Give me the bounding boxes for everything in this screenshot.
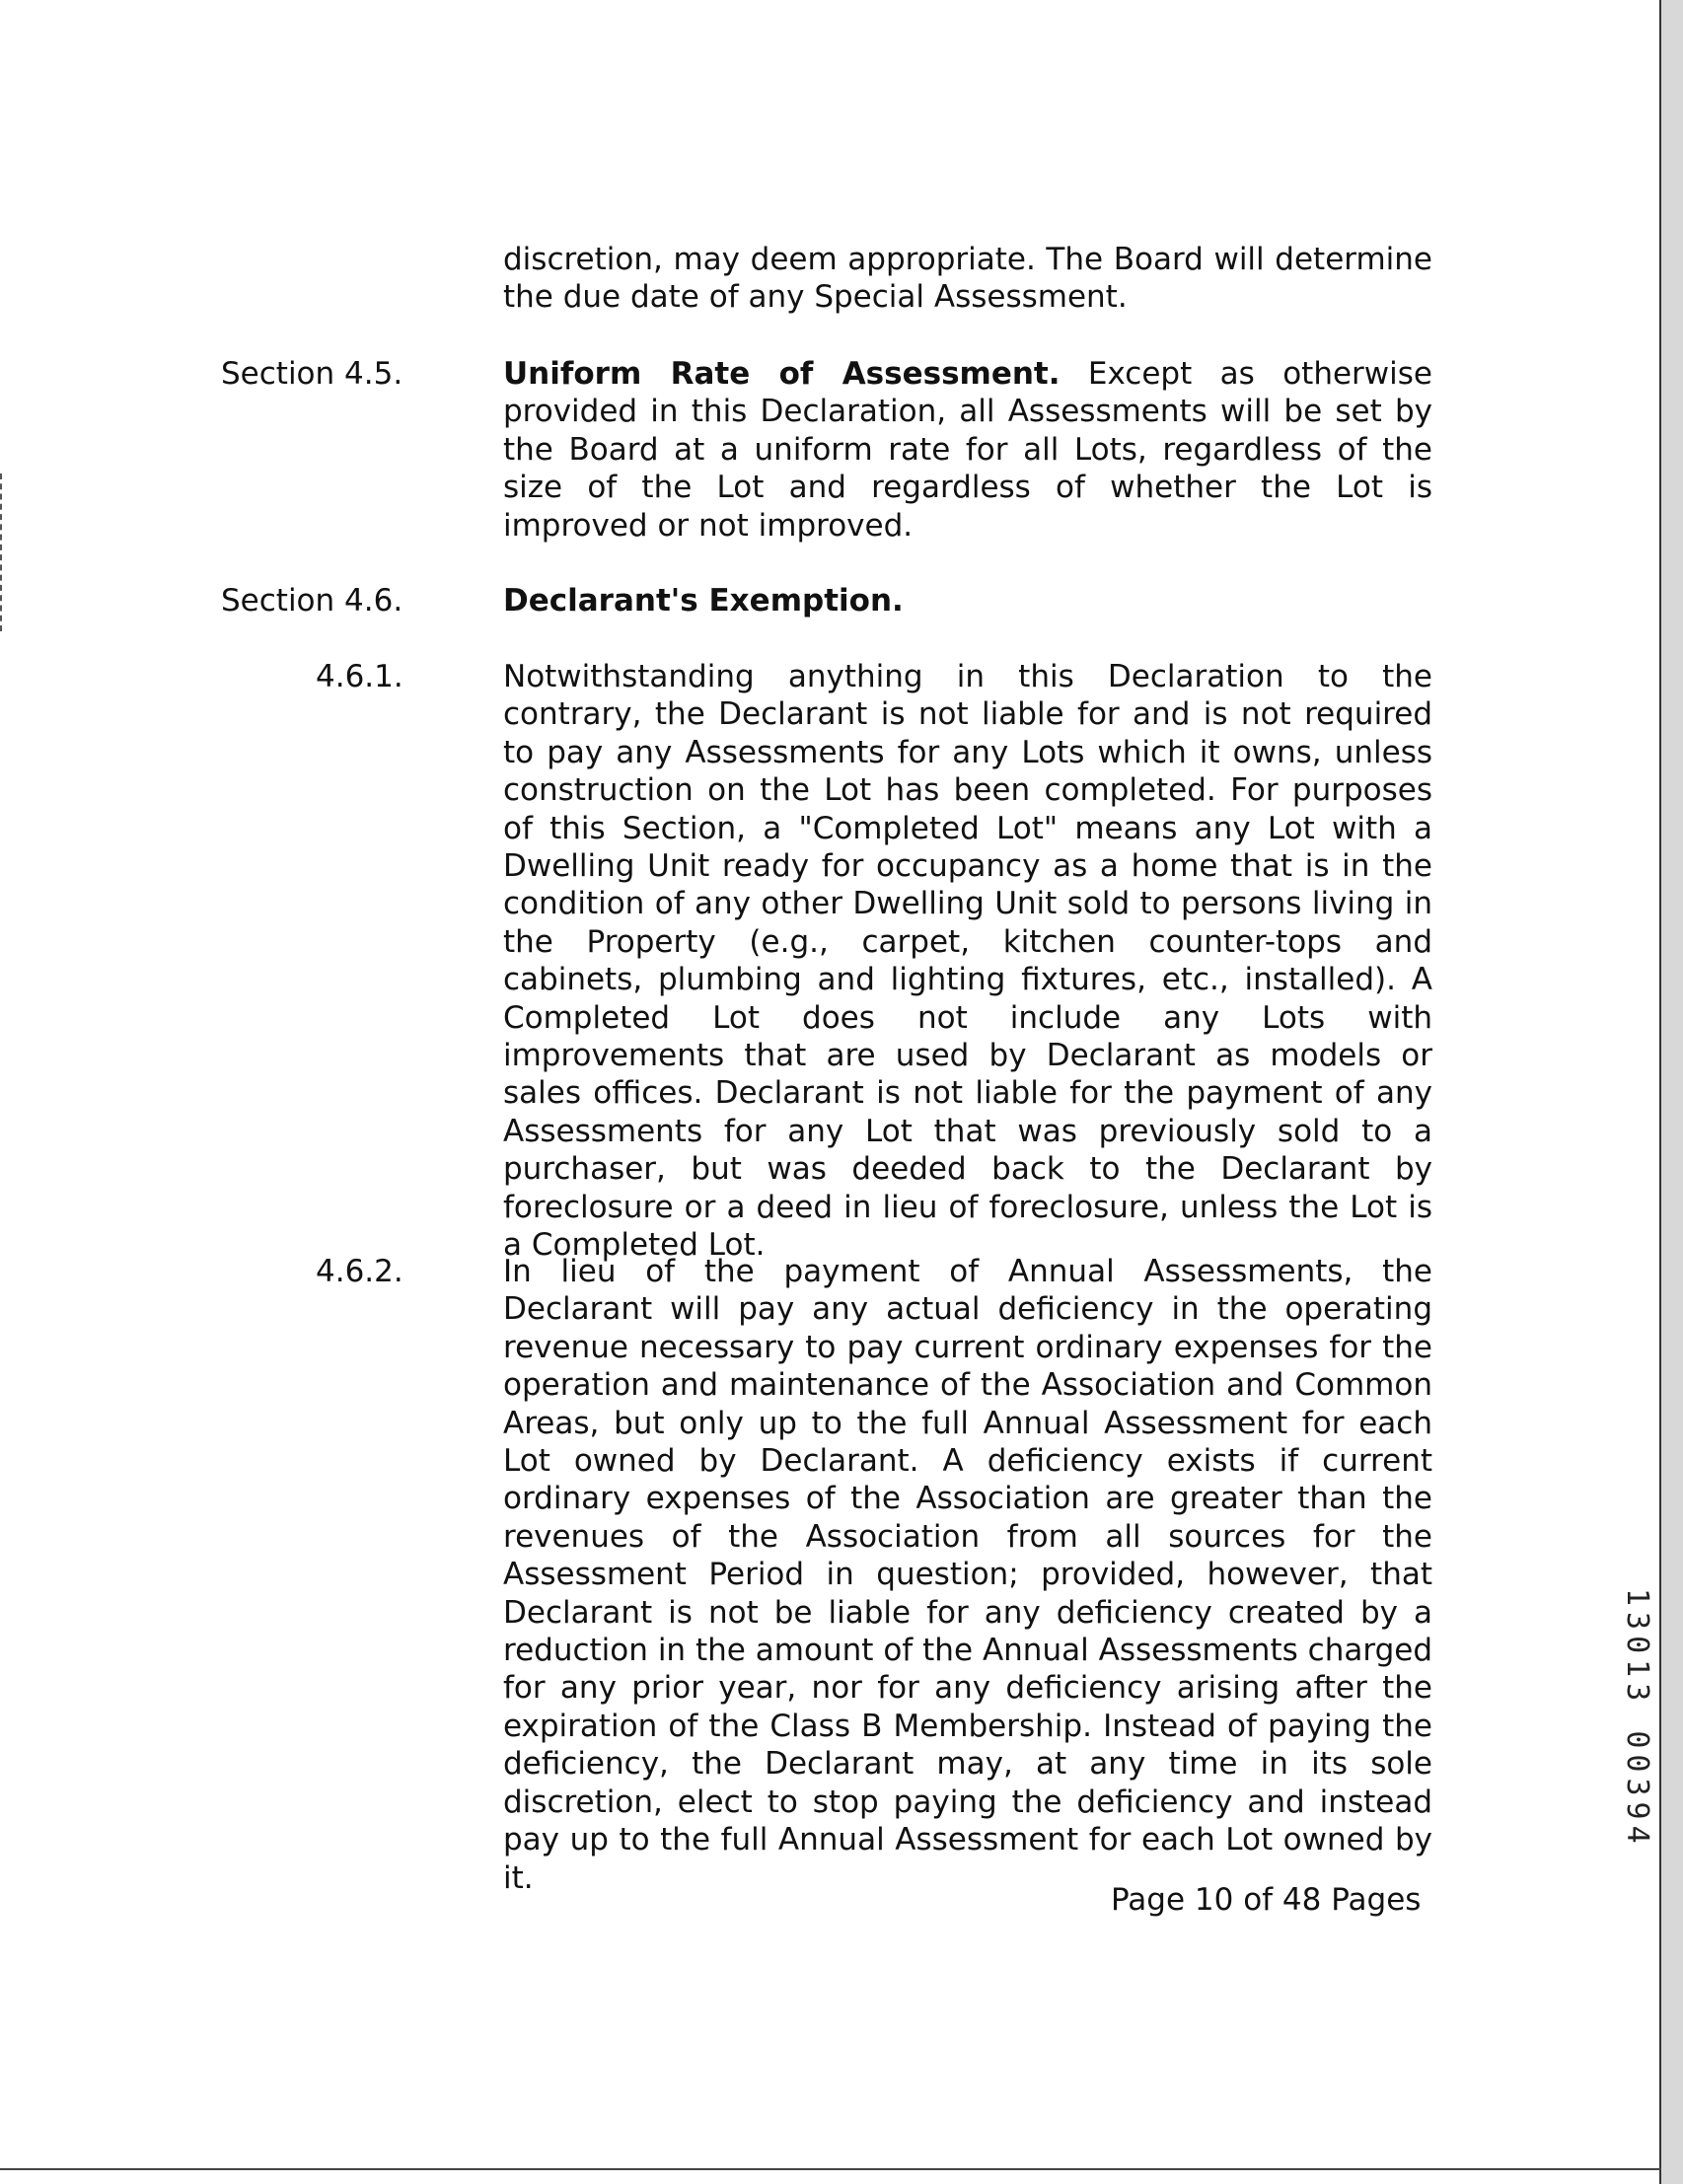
subsection-4-6-1-label: 4.6.1. <box>316 659 403 694</box>
subsection-4-6-2-label: 4.6.2. <box>316 1254 403 1289</box>
page-number-footer: Page 10 of 48 Pages <box>1111 1882 1422 1918</box>
section-4-5-paragraph <box>503 355 1432 545</box>
scan-bottom-edge <box>0 2168 1661 2170</box>
recording-stamp: 13013 00394 <box>1620 1588 1654 1850</box>
subsection-4-6-2-body: In lieu of the payment of Annual Assessments, the Declarant will pay any actual deficiency in the operating revenue necessary to pay current ordinary expenses for the operation and maintenance of the Association and Common Areas, but only up to the full Annual Assessment for each Lot owned by Declarant. A deficiency exists if current ordinary expenses of the Association are greater than the revenues of the Association from all sources for the Assessment Period in question; provided, however, that Declarant is not be liable for any deficiency created by a reduction in the amount of the Annual Assessments charged for any prior year, nor for any deficiency arising after the expiration of the Class B Membership. Instead of paying the deficiency, the Declarant may, at any time in its sole discretion, elect to stop paying the deficiency and instead pay up to the full Annual Assessment for each Lot owned by it. <box>503 1254 1432 1896</box>
section-4-6-label: Section 4.6. <box>221 583 403 619</box>
section-4-5-label: Section 4.5. <box>221 356 403 392</box>
scan-left-marks <box>0 473 5 631</box>
scan-right-edge <box>1659 0 1683 2184</box>
subsection-4-6-1-body: Notwithstanding anything in this Declaration to the contrary, the Declarant is not liable for and is not required to pay any Assessments for any Lots which it owns, unless construction on the Lot has been completed. For purposes of this Section, a "Completed Lot" means any Lot with a Dwelling Unit ready for occupancy as a home that is in the condition of any other Dwelling Unit sold to persons living in the Property (e.g., carpet, kitchen counter-tops and cabinets, plumbing and lighting fixtures, etc., installed). A Completed Lot does not include any Lots with improvements that are used by Declarant as models or sales offices. Declarant is not liable for the payment of any Assessments for any Lot that was previously sold to a purchaser, but was deeded back to the Declarant by foreclosure or a deed in lieu of foreclosure, unless the Lot is a Completed Lot. <box>503 659 1432 1264</box>
section-4-6-heading: Declarant's Exemption. <box>503 583 904 619</box>
intro-paragraph: discretion, may deem appropriate. The Board will determine the due date of any Special Assessment. <box>503 242 1432 316</box>
section-4-5-body: Except as otherwise provided in this Declaration, all Assessments will be set by the Board at a uniform rate for all Lots, regardless of the size of the Lot and regardless of whether the Lot is improved or not improved. <box>503 356 1432 544</box>
section-4-5-heading: Uniform Rate of Assessment. <box>503 356 1061 392</box>
